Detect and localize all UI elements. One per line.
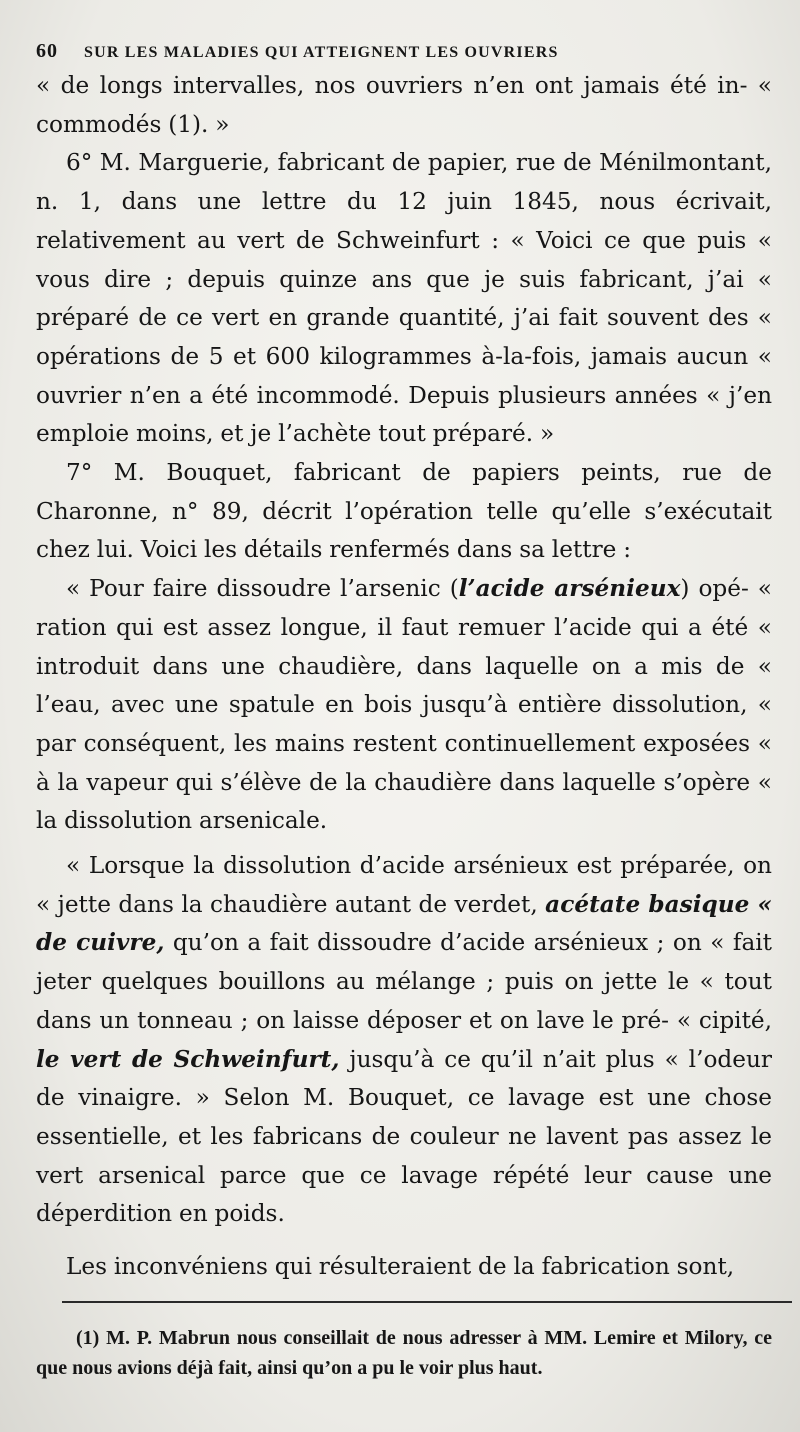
paragraph-5: [36, 847, 772, 1234]
footnote-divider: [62, 1301, 792, 1303]
paragraph-4-start: « Pour faire dissoudre l’arsenic (: [66, 575, 459, 603]
italic-term: l’acide arsénieux: [458, 575, 681, 603]
footnote-text: (1) M. P. Mabrun nous conseillait de nous adresser à MM. Lemire et Milory, ce que nous avions déjà fait, ainsi qu’on a pu le voir plus haut.: [36, 1326, 772, 1379]
running-header: [36, 40, 772, 63]
italic-term: le vert de Schweinfurt,: [36, 1045, 340, 1073]
running-title: SUR LES MALADIES QUI ATTEIGNENT LES OUVRIERS: [84, 44, 559, 61]
paragraph-2: 6° M. Marguerie, fabricant de papier, rue de Ménilmontant, n. 1, dans une lettre du 12 juin 1845, nous écrivait, relativement au vert de Schweinfurt : « Voici ce que puis « vous dire ; depuis quinze ans que je suis fabricant, j’ai « préparé de ce vert en grande quantité, j’ai fait souvent des « opérations de 5 et 600 kilogrammes à-la-fois, jamais aucun « ouvrier n’en a été incommodé. Depuis plusieurs années « j’en emploie moins, et je l’achète tout préparé. »: [36, 149, 772, 448]
paragraph-3: 7° M. Bouquet, fabricant de papiers peints, rue de Charonne, n° 89, décrit l’opération telle qu’elle s’exécutait chez lui. Voici les détails renfermés dans sa lettre :: [36, 459, 772, 564]
paragraph-6: Les inconvéniens qui résulteraient de la fabrication sont,: [66, 1253, 735, 1281]
paragraph-1: « de longs intervalles, nos ouvriers n’en ont jamais été in- « commodés (1). »: [36, 72, 772, 138]
footnote: [36, 1323, 772, 1383]
paragraph-5-middle: qu’on a fait dissoudre d’acide arsénieux ; on « fait jeter quelques bouillons au mélange ; puis on jette le « tout dans un tonneau ; on laisse déposer et on lave le pré- « cipité,: [36, 929, 772, 1034]
paragraph-4-rest: ) opé- « ration qui est assez longue, il faut remuer l’acide qui a été « introduit dans une chaudière, dans laquelle on a mis de « l’eau, avec une spatule en bois jusqu’à entière dissolution, « par conséquent, les mains restent continuellement exposées « à la vapeur qui s’élève de la chaudière dans laquelle s’opère « la dissolution arsenicale.: [36, 575, 772, 835]
italic-term: acétate basique « de cuivre,: [36, 890, 772, 957]
body-text: [36, 67, 772, 1287]
page-number: 60: [36, 40, 58, 62]
paragraph-5-start: « Lorsque la dissolution d’acide arsénieux est préparée, on « jette dans la chaudière autant de verdet,: [36, 852, 772, 918]
paragraph-4: [36, 570, 772, 841]
paragraph-5-rest: jusqu’à ce qu’il n’ait plus « l’odeur de vinaigre. » Selon M. Bouquet, ce lavage est une chose essentielle, et les fabricans de couleur ne lavent pas assez le vert arsenical parce que ce lavage répété leur cause une déperdition en poids.: [36, 1045, 773, 1228]
